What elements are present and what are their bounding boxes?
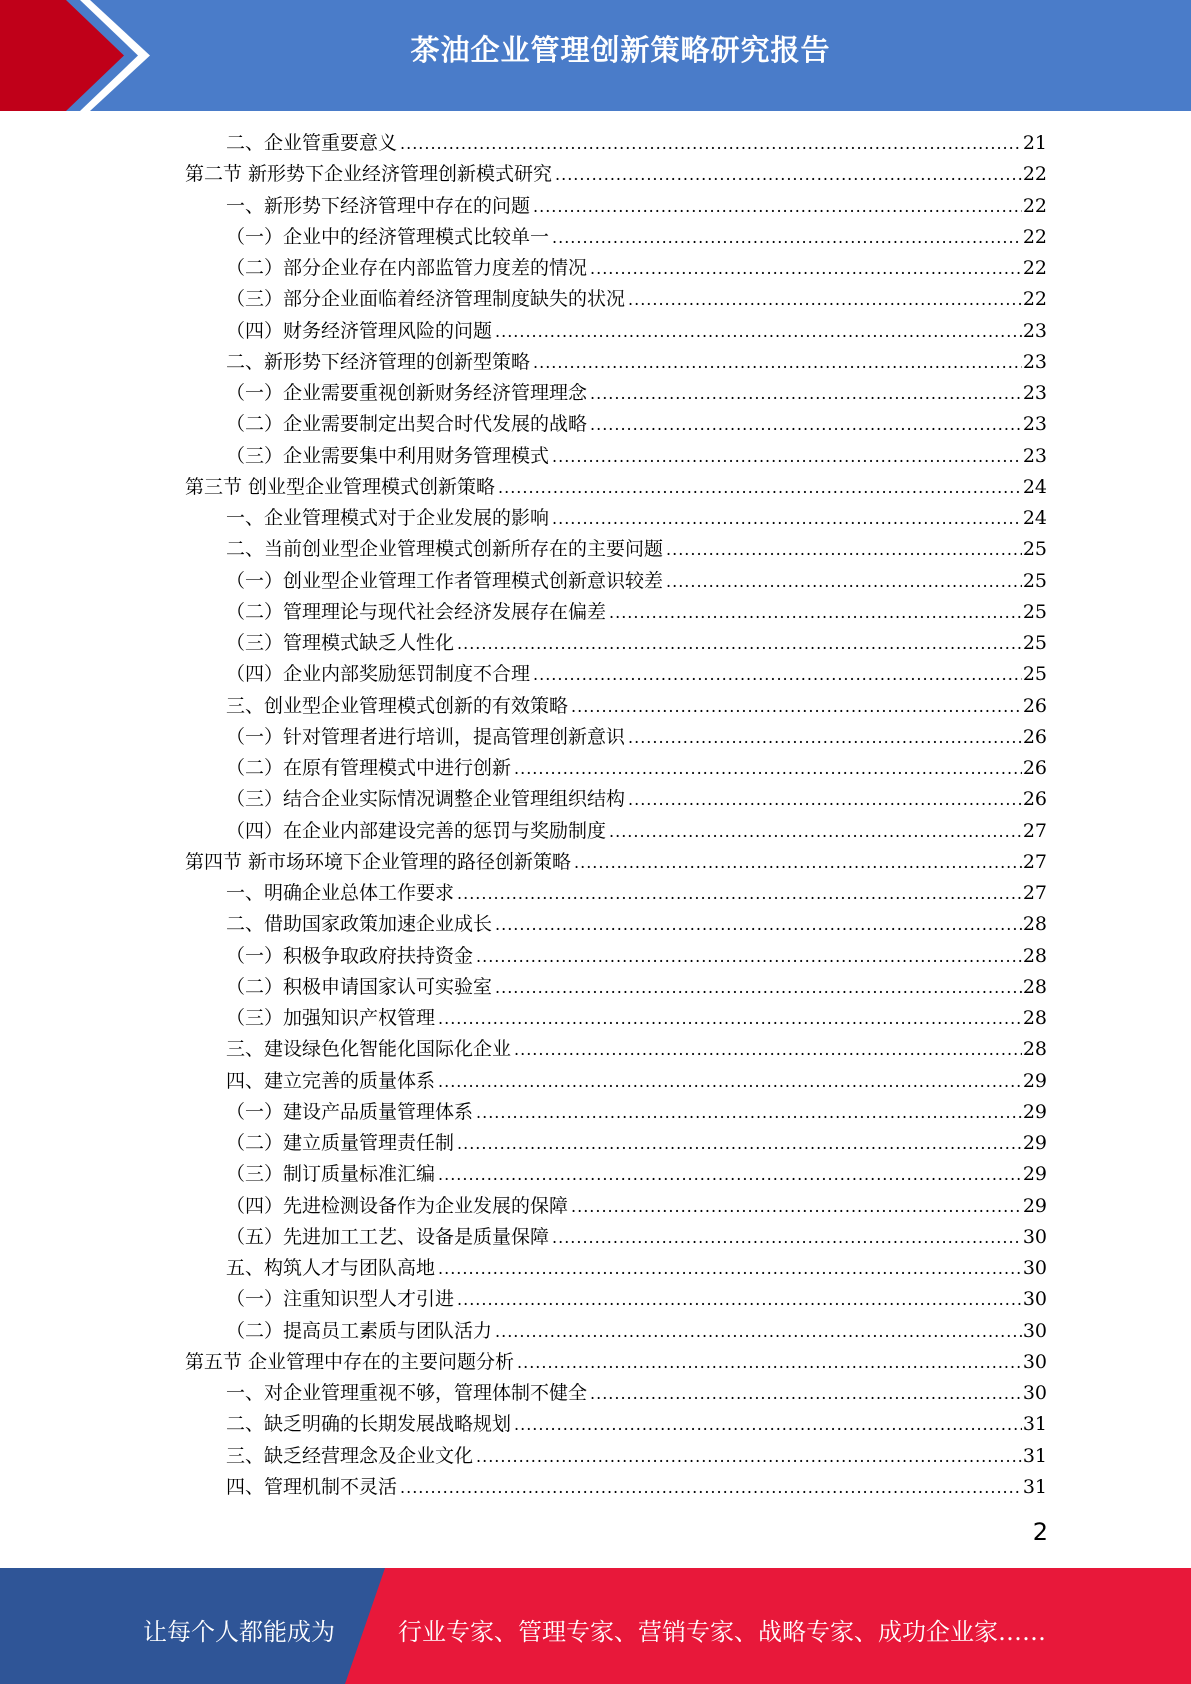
toc-entry[interactable] <box>0 472 1191 503</box>
toc-entry[interactable] <box>0 941 1191 972</box>
toc-dot-leader <box>552 441 1022 472</box>
toc-entry-title: 三、建设绿色化智能化国际化企业 <box>226 1038 512 1061</box>
toc-entry-page: 25 <box>1022 600 1047 623</box>
toc-entry-title: （二）建立质量管理责任制 <box>226 1132 455 1154</box>
toc-entry-title: （一）针对管理者进行培训，提高管理创新意识 <box>226 725 626 748</box>
toc-entry-title: （四）在企业内部建设完善的惩罚与奖励制度 <box>226 819 607 842</box>
toc-entry-title: 一、对企业管理重视不够，管理体制不健全 <box>226 1382 588 1404</box>
toc-entry-page: 30 <box>1022 1225 1047 1248</box>
toc-dot-leader <box>514 753 1022 784</box>
toc-entry-title: （一）创业型企业管理工作者管理模式创新意识较差 <box>226 569 664 592</box>
toc-entry-page: 27 <box>1022 819 1047 842</box>
toc-entry-title: （五）先进加工工艺、设备是质量保障 <box>226 1225 550 1248</box>
toc-entry-page: 29 <box>1022 1069 1047 1092</box>
toc-entry-page: 27 <box>1022 882 1047 904</box>
toc-dot-leader <box>628 284 1022 315</box>
toc-dot-leader <box>476 1097 1022 1128</box>
footer-slogan-right: 行业专家、管理专家、营销专家、战略专家、成功企业家…… <box>398 1618 1046 1646</box>
toc-dot-leader <box>517 1347 1022 1378</box>
toc-entry-title: 二、当前创业型企业管理模式创新所存在的主要问题 <box>226 538 664 561</box>
toc-entry-page: 22 <box>1022 225 1047 248</box>
toc-entry[interactable] <box>0 1472 1191 1503</box>
toc-entry[interactable] <box>0 753 1191 784</box>
toc-entry-title: 一、新形势下经济管理中存在的问题 <box>226 194 531 217</box>
toc-entry-title: （二）部分企业存在内部监管力度差的情况 <box>226 257 588 279</box>
toc-entry[interactable] <box>0 628 1191 659</box>
toc-entry[interactable] <box>0 1066 1191 1097</box>
toc-entry-title: （三）管理模式缺乏人性化 <box>226 632 455 654</box>
toc-entry-title: （三）部分企业面临着经济管理制度缺失的状况 <box>226 288 626 311</box>
toc-dot-leader <box>476 1441 1022 1472</box>
toc-dot-leader <box>590 378 1022 409</box>
toc-entry-page: 28 <box>1022 1038 1047 1061</box>
toc-entry-page: 29 <box>1022 1163 1047 1186</box>
toc-entry[interactable] <box>0 566 1191 597</box>
toc-entry[interactable] <box>0 503 1191 534</box>
toc-dot-leader <box>666 566 1022 597</box>
toc-entry[interactable] <box>0 347 1191 378</box>
toc-entry-page: 30 <box>1022 1288 1047 1311</box>
toc-entry[interactable] <box>0 597 1191 628</box>
footer-banner <box>0 1568 1191 1684</box>
toc-entry[interactable] <box>0 191 1191 222</box>
toc-dot-leader <box>457 1128 1022 1159</box>
toc-entry-title: （四）企业内部奖励惩罚制度不合理 <box>226 663 531 686</box>
toc-dot-leader <box>476 941 1022 972</box>
toc-entry-title: 二、企业管重要意义 <box>226 132 398 154</box>
toc-dot-leader <box>628 722 1022 753</box>
toc-entry-title: （二）管理理论与现代社会经济发展存在偏差 <box>226 600 607 623</box>
toc-entry-page: 23 <box>1022 382 1047 404</box>
toc-entry-title: （三）加强知识产权管理 <box>226 1007 436 1029</box>
toc-entry[interactable] <box>0 972 1191 1003</box>
toc-entry[interactable] <box>0 659 1191 690</box>
toc-entry-page: 26 <box>1022 725 1047 748</box>
toc-entry-title: 二、借助国家政策加速企业成长 <box>226 913 493 936</box>
toc-dot-leader <box>495 909 1022 940</box>
toc-entry-page: 24 <box>1022 475 1047 498</box>
toc-entry-page: 22 <box>1022 163 1047 186</box>
toc-dot-leader <box>555 159 1022 190</box>
toc-entry-page: 23 <box>1022 444 1047 467</box>
toc-entry-title: （三）企业需要集中利用财务管理模式 <box>226 444 550 467</box>
toc-entry-page: 26 <box>1022 757 1047 779</box>
toc-dot-leader <box>457 1284 1022 1315</box>
toc-dot-leader <box>438 1066 1022 1097</box>
toc-dot-leader <box>533 347 1022 378</box>
toc-entry-title: 第四节 新市场环境下企业管理的路径创新策略 <box>185 850 572 873</box>
toc-entry[interactable] <box>0 316 1191 347</box>
toc-entry-page: 22 <box>1022 288 1047 311</box>
toc-dot-leader <box>438 1159 1022 1190</box>
toc-entry-page: 22 <box>1022 194 1047 217</box>
toc-entry-page: 23 <box>1022 350 1047 373</box>
footer-slogan-left: 让每个人都能成为 <box>143 1618 335 1646</box>
toc-dot-leader <box>628 784 1022 815</box>
toc-dot-leader <box>498 472 1022 503</box>
table-of-contents <box>0 128 1191 1503</box>
toc-entry-page: 30 <box>1022 1319 1047 1342</box>
toc-entry-page: 29 <box>1022 1132 1047 1154</box>
toc-entry-title: 四、建立完善的质量体系 <box>226 1069 436 1092</box>
toc-entry-page: 26 <box>1022 694 1047 717</box>
toc-entry-title: 第五节 企业管理中存在的主要问题分析 <box>185 1350 515 1373</box>
toc-entry-page: 31 <box>1022 1413 1047 1436</box>
toc-dot-leader <box>609 816 1022 847</box>
toc-dot-leader <box>457 878 1022 909</box>
toc-entry[interactable] <box>0 816 1191 847</box>
toc-dot-leader <box>571 1191 1022 1222</box>
toc-entry[interactable] <box>0 784 1191 815</box>
toc-entry-title: （三）结合企业实际情况调整企业管理组织结构 <box>226 788 626 811</box>
toc-dot-leader <box>514 1409 1022 1440</box>
toc-entry-page: 30 <box>1022 1257 1047 1279</box>
toc-entry[interactable] <box>0 1409 1191 1440</box>
toc-entry-page: 29 <box>1022 1100 1047 1123</box>
toc-dot-leader <box>495 1316 1022 1347</box>
toc-dot-leader <box>533 191 1022 222</box>
toc-entry-title: （二）提高员工素质与团队活力 <box>226 1319 493 1342</box>
toc-entry-page: 23 <box>1022 319 1047 342</box>
toc-entry[interactable] <box>0 1378 1191 1409</box>
toc-entry-title: 第二节 新形势下企业经济管理创新模式研究 <box>185 163 553 186</box>
toc-dot-leader <box>400 128 1022 159</box>
toc-entry[interactable] <box>0 253 1191 284</box>
toc-entry[interactable] <box>0 909 1191 940</box>
toc-entry-page: 24 <box>1022 507 1047 529</box>
toc-entry-title: （一）注重知识型人才引进 <box>226 1288 455 1311</box>
toc-entry[interactable] <box>0 722 1191 753</box>
toc-dot-leader <box>574 847 1022 878</box>
toc-entry-page: 25 <box>1022 632 1047 654</box>
toc-entry-title: 二、缺乏明确的长期发展战略规划 <box>226 1413 512 1436</box>
toc-entry-page: 29 <box>1022 1194 1047 1217</box>
page-number: 2 <box>1032 1518 1048 1546</box>
toc-entry[interactable] <box>0 534 1191 565</box>
toc-dot-leader <box>400 1472 1022 1503</box>
toc-entry[interactable] <box>0 222 1191 253</box>
toc-entry[interactable] <box>0 1159 1191 1190</box>
toc-dot-leader <box>590 409 1022 440</box>
toc-entry-title: （四）财务经济管理风险的问题 <box>226 319 493 342</box>
toc-entry-title: （二）在原有管理模式中进行创新 <box>226 757 512 779</box>
toc-dot-leader <box>495 972 1022 1003</box>
toc-entry-title: （一）企业中的经济管理模式比较单一 <box>226 225 550 248</box>
toc-entry-title: （一）积极争取政府扶持资金 <box>226 944 474 967</box>
toc-dot-leader <box>495 316 1022 347</box>
toc-entry[interactable] <box>0 409 1191 440</box>
toc-dot-leader <box>514 1034 1022 1065</box>
toc-entry-page: 27 <box>1022 850 1047 873</box>
toc-entry-page: 25 <box>1022 538 1047 561</box>
toc-entry-page: 28 <box>1022 1007 1047 1029</box>
header-banner <box>0 0 1191 111</box>
toc-entry[interactable] <box>0 1316 1191 1347</box>
toc-entry-title: 四、管理机制不灵活 <box>226 1475 398 1498</box>
toc-entry-title: （二）企业需要制定出契合时代发展的战略 <box>226 413 588 436</box>
toc-entry[interactable] <box>0 1222 1191 1253</box>
toc-entry[interactable] <box>0 441 1191 472</box>
toc-entry[interactable] <box>0 1284 1191 1315</box>
toc-dot-leader <box>609 597 1022 628</box>
toc-dot-leader <box>533 659 1022 690</box>
toc-entry-title: 五、构筑人才与团队高地 <box>226 1257 436 1279</box>
toc-entry-title: 三、缺乏经营理念及企业文化 <box>226 1444 474 1467</box>
toc-entry-page: 31 <box>1022 1475 1047 1498</box>
toc-dot-leader <box>457 628 1022 659</box>
toc-entry-page: 25 <box>1022 663 1047 686</box>
toc-entry-title: （二）积极申请国家认可实验室 <box>226 975 493 998</box>
toc-entry[interactable] <box>0 128 1191 159</box>
toc-entry-title: 一、明确企业总体工作要求 <box>226 882 455 904</box>
toc-entry[interactable] <box>0 1191 1191 1222</box>
toc-entry[interactable] <box>0 378 1191 409</box>
toc-entry[interactable] <box>0 1441 1191 1472</box>
toc-dot-leader <box>552 1222 1022 1253</box>
toc-entry-page: 23 <box>1022 413 1047 436</box>
toc-entry[interactable] <box>0 1097 1191 1128</box>
toc-entry-page: 31 <box>1022 1444 1047 1467</box>
toc-dot-leader <box>438 1253 1022 1284</box>
toc-entry[interactable] <box>0 1034 1191 1065</box>
toc-entry-title: 二、新形势下经济管理的创新型策略 <box>226 350 531 373</box>
toc-entry-page: 30 <box>1022 1350 1047 1373</box>
toc-entry[interactable] <box>0 1253 1191 1284</box>
toc-dot-leader <box>666 534 1022 565</box>
document-title: 茶油企业管理创新策略研究报告 <box>410 33 831 67</box>
toc-dot-leader <box>571 691 1022 722</box>
toc-entry-page: 30 <box>1022 1382 1047 1404</box>
toc-entry-title: 一、企业管理模式对于企业发展的影响 <box>226 507 550 529</box>
toc-entry-title: （三）制订质量标准汇编 <box>226 1163 436 1186</box>
toc-entry-title: （一）企业需要重视创新财务经济管理理念 <box>226 382 588 404</box>
toc-dot-leader <box>590 1378 1022 1409</box>
toc-entry-page: 26 <box>1022 788 1047 811</box>
toc-entry-page: 28 <box>1022 944 1047 967</box>
toc-entry-page: 22 <box>1022 257 1047 279</box>
toc-entry-page: 21 <box>1022 132 1047 154</box>
toc-entry[interactable] <box>0 878 1191 909</box>
toc-entry-page: 28 <box>1022 913 1047 936</box>
toc-entry[interactable] <box>0 1128 1191 1159</box>
toc-entry[interactable] <box>0 284 1191 315</box>
toc-entry[interactable] <box>0 691 1191 722</box>
toc-entry-title: （一）建设产品质量管理体系 <box>226 1100 474 1123</box>
toc-entry[interactable] <box>0 1347 1191 1378</box>
toc-dot-leader <box>438 1003 1022 1034</box>
toc-entry-page: 28 <box>1022 975 1047 998</box>
toc-entry-page: 25 <box>1022 569 1047 592</box>
toc-entry-title: 第三节 创业型企业管理模式创新策略 <box>185 475 496 498</box>
toc-dot-leader <box>590 253 1022 284</box>
toc-dot-leader <box>552 503 1022 534</box>
toc-entry[interactable] <box>0 847 1191 878</box>
toc-entry[interactable] <box>0 159 1191 190</box>
toc-entry[interactable] <box>0 1003 1191 1034</box>
toc-dot-leader <box>552 222 1022 253</box>
toc-entry-title: （四）先进检测设备作为企业发展的保障 <box>226 1194 569 1217</box>
toc-entry-title: 三、创业型企业管理模式创新的有效策略 <box>226 694 569 717</box>
